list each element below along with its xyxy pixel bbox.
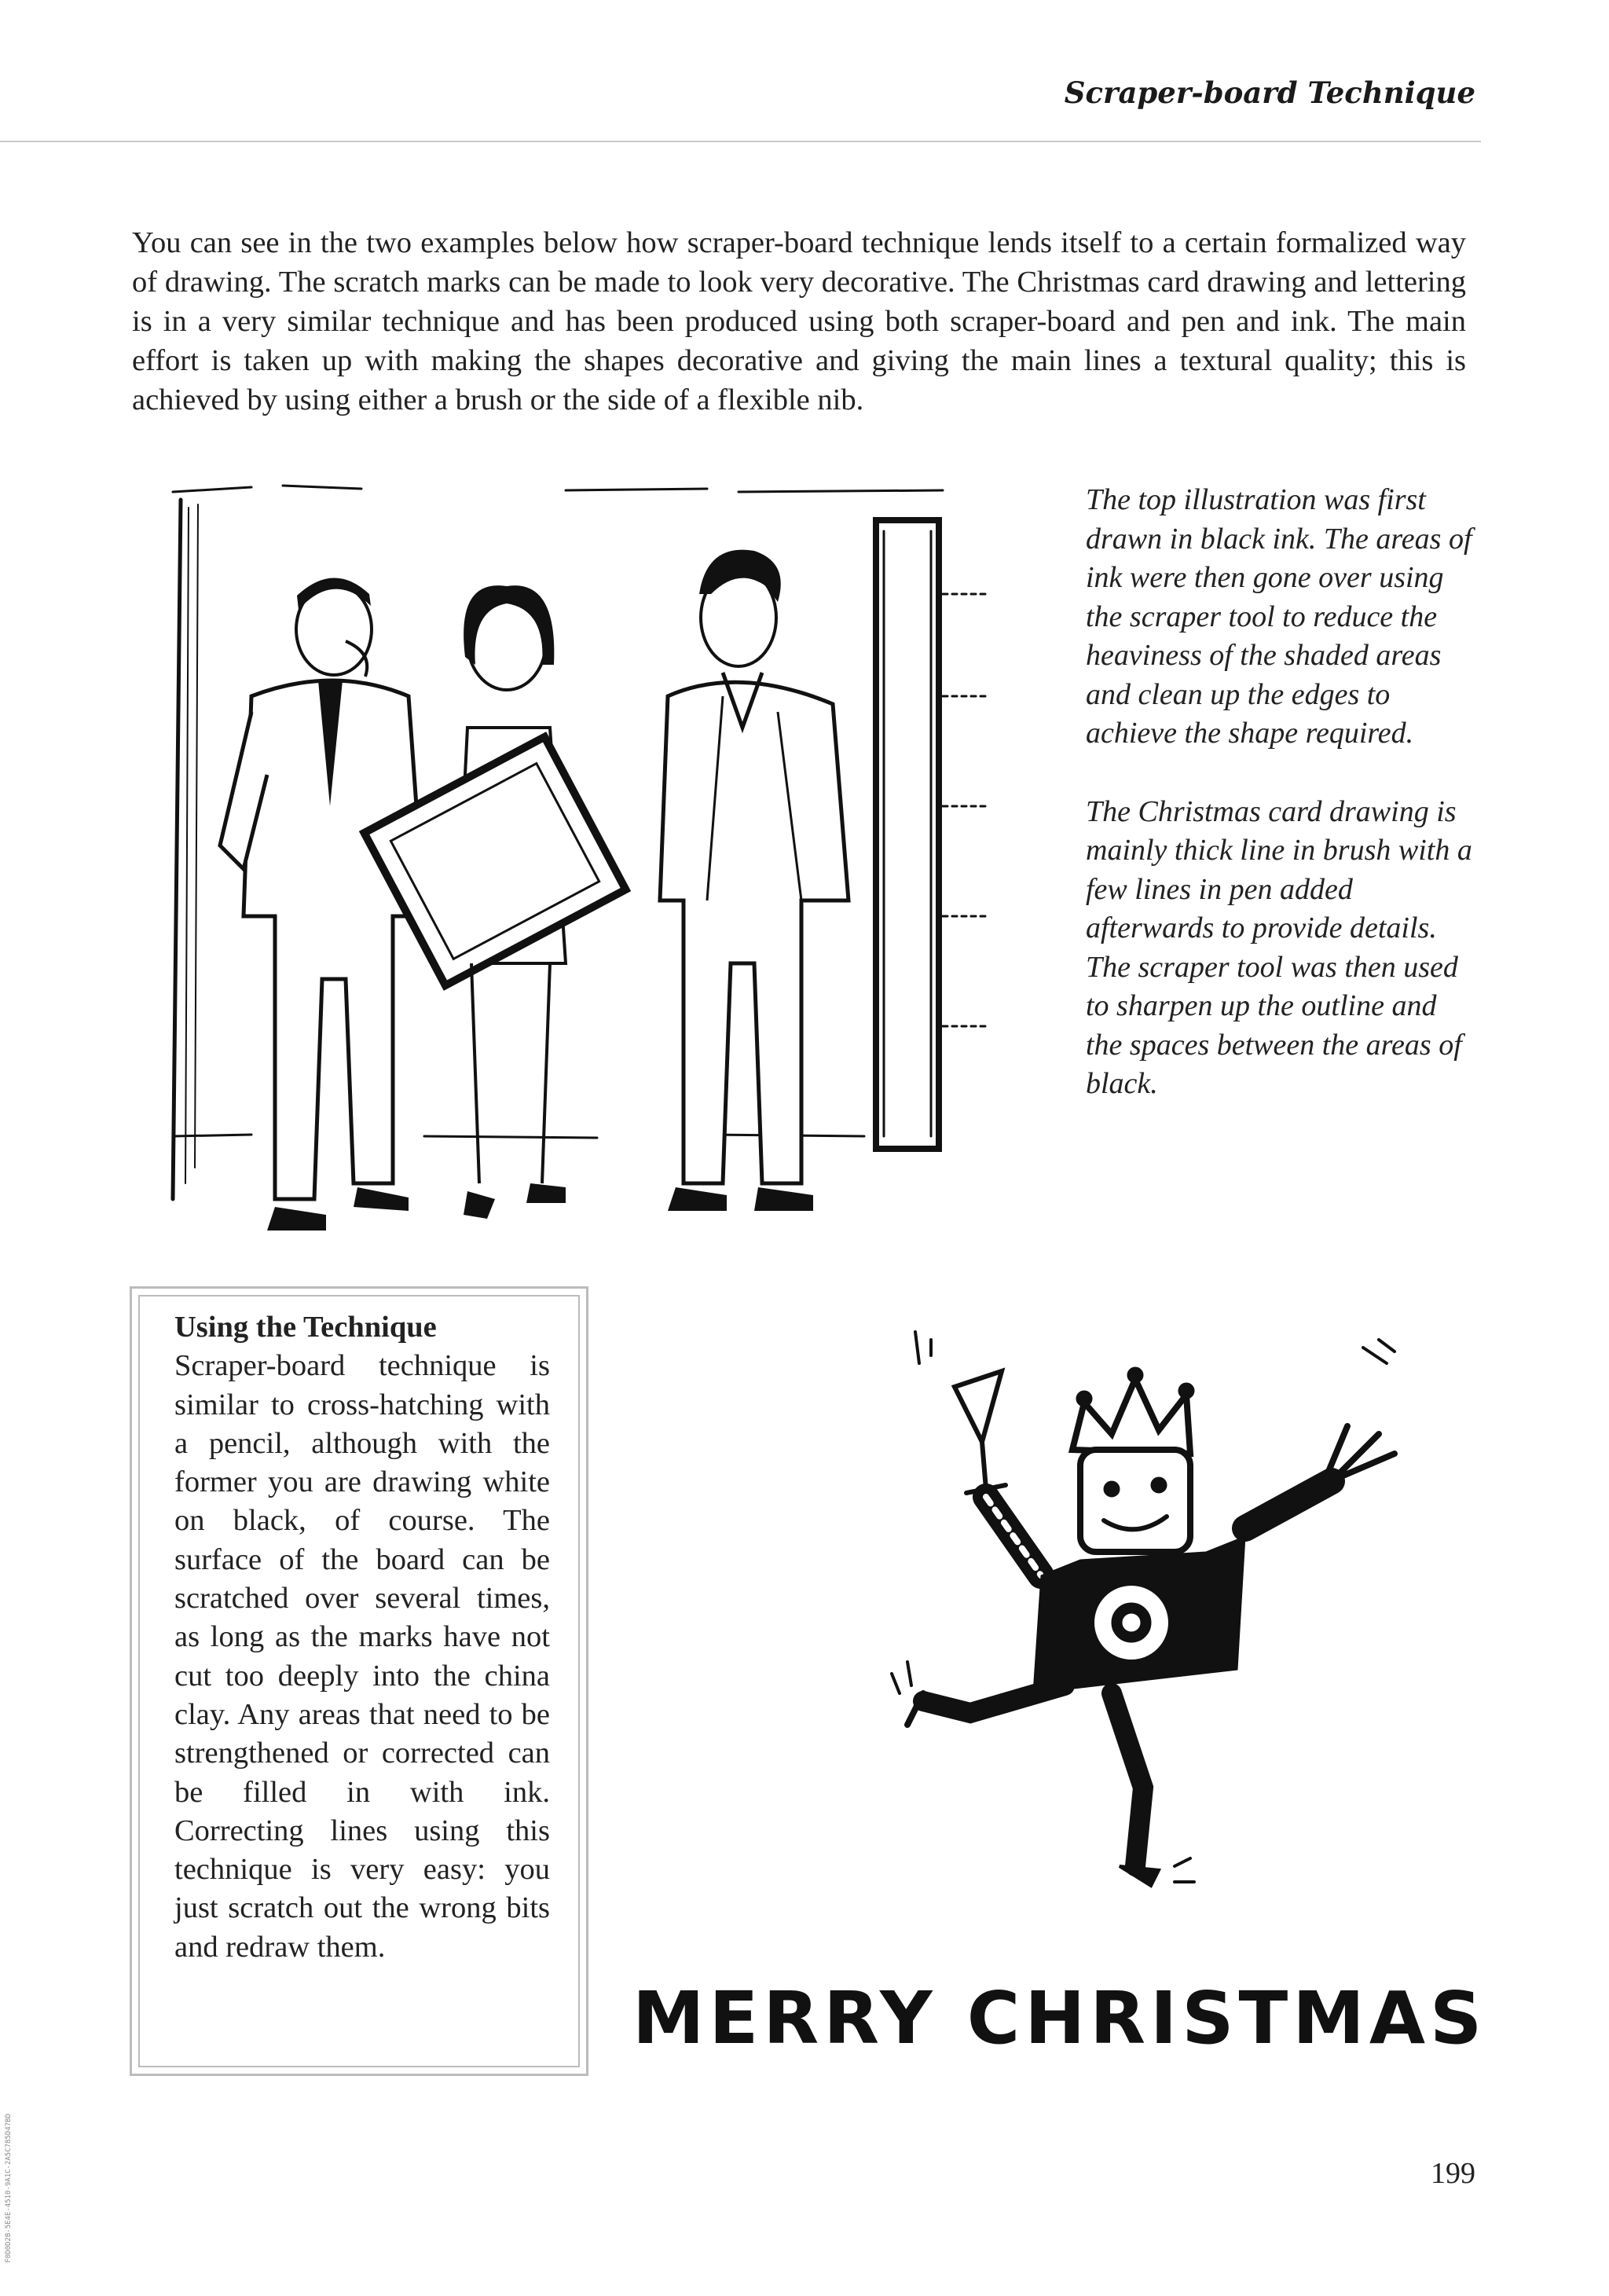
technique-sidebar-body: Scraper-board technique is similar to cross-hatching with a pencil, although with the former you are drawing white on black, of course. The surface of the board can be scratched over several times, as long as the marks have not cut too deeply into the china clay. Any areas that need to be strengthened or corrected can be filled in with ink. Correcting lines using this technique is very easy: you just scratch out the wrong bits and redraw them. bbox=[174, 1349, 550, 1964]
illustration-caption bbox=[1086, 481, 1479, 1143]
technique-sidebar-text bbox=[174, 1308, 550, 1967]
christmas-card-illustration bbox=[876, 1316, 1442, 1929]
gallery-illustration bbox=[157, 476, 1068, 1238]
running-title: Scraper-board Technique bbox=[1064, 75, 1475, 110]
merry-christmas-lettering bbox=[632, 1968, 1487, 2060]
side-code: F0D0D2B-5E4E-4510-9A1C-2A5C785D47BD bbox=[5, 2114, 13, 2263]
page-number: 199 bbox=[1431, 2157, 1475, 2190]
caption-paragraph-1: The top illustration was first drawn in black ink. The areas of ink were then gone over using the scraper tool to reduce the heaviness of the shaded areas and clean up the edges to achieve the shape required. bbox=[1086, 483, 1472, 750]
header-rule bbox=[0, 141, 1481, 142]
intro-paragraph: You can see in the two examples below how scraper-board technique lends itself to a certain formalized way of drawing. The scratch marks can be made to look very decorative. The Christmas card drawing and lettering is in a very similar technique and has been produced using both scraper-board and pen and ink. The main effort is taken up with making the shapes decorative and giving the main lines a textural quality; this is achieved by using either a brush or the side of a flexible nib. bbox=[132, 226, 1466, 416]
merry-christmas-text: MERRY CHRISTMAS bbox=[632, 1976, 1487, 2060]
technique-sidebar-title: Using the Technique bbox=[174, 1311, 437, 1344]
caption-paragraph-2: The Christmas card drawing is mainly thick line in brush with a few lines in pen added afterwards to provide details. The scraper tool was then used to sharpen up the outline and the spaces between the areas of black. bbox=[1086, 794, 1472, 1100]
